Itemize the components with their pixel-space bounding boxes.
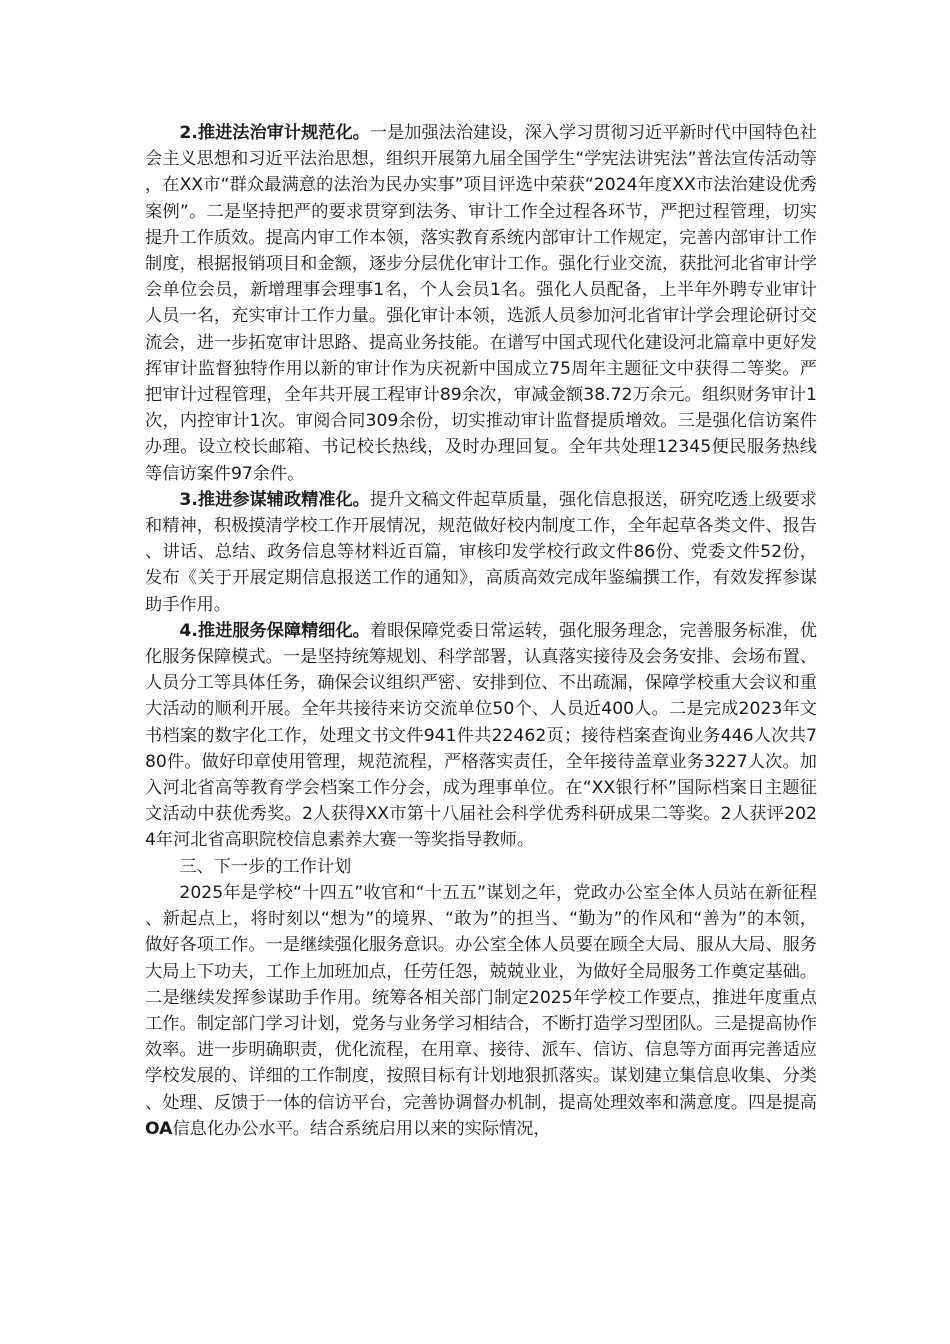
bold-term: OA [145, 1118, 173, 1139]
paragraph-text: 2025年是学校“十四五”收官和“十五五”谋划之年，党政办公室全体人员站在新征程、新起点上，将时刻以“想为”的境界、“敢为”的担当、“勤为”的作风和“善为”的本领，做好各项工作。一是继续强化服务意识。办公室全体人员要在顾全大局、服从大局、服务大局上下功夫，工作上加班加点，任劳任怨，兢兢业业，为做好全局服务工作奠定基础。二是继续发挥参谋助手作用。统筹各相关部门制定2025年学校工作要点，推进年度重点工作。制定部门学习计划，党务与业务学习相结合，不断打造学习型团队。三是提高协作效率。进一步明确职责，优化流程，在用章、接待、派车、信访、信息等方面再完善适应学校发展的、详细的工作制度，按照目标有计划地狠抓落实。谋划建立集信息收集、分类、处理、反馈于一体的信访平台，完善协调督办机制，提高处理效率和满意度。四是提高 [145, 882, 817, 1113]
paragraph-audit-standardization [145, 120, 817, 487]
paragraph-service-refinement [145, 618, 817, 854]
paragraph-lead: 3.推进参谋辅政精准化。 [179, 489, 370, 510]
paragraph-text: 提升文稿文件起草质量，强化信息报送，研究吃透上级要求和精神，积极摸清学校工作开展情况，规范做好校内制度工作，全年起草各类文件、报告、讲话、总结、政务信息等材料近百篇，审核印发学校行政文件86份、党委文件52份，发布《关于开展定期信息报送工作的通知》，高质高效完成年鉴编撰工作，有效发挥参谋助手作用。 [145, 489, 817, 615]
paragraph-text: 着眼保障党委日常运转，强化服务理念，完善服务标准，优化服务保障模式。一是坚持统筹规划、科学部署，认真落实接待及会务安排、会场布置、人员分工等具体任务，确保会议组织严密、安排到位、不出疏漏，保障学校重大会议和重大活动的顺利开展。全年共接待来访交流单位50个、人员近400人。二是完成2023年文书档案的数字化工作，处理文书文件941件共22462页；接待档案查询业务446人次共780件。做好印章使用管理，规范流程，严格落实责任，全年接待盖章业务3227人次。加入河北省高等教育学会档案工作分会，成为理事单位。在“XX银行杯”国际档案日主题征文活动中获优秀奖。2人获得XX市第十八届社会科学优秀科研成果二等奖。2人获评2024年河北省高职院校信息素养大赛一等奖指导教师。 [145, 620, 817, 851]
document-body [145, 120, 817, 1142]
paragraph-text-continued: 信息化办公水平。结合系统启用以来的实际情况， [172, 1118, 551, 1139]
paragraph-lead: 2.推进法治审计规范化。 [179, 123, 370, 143]
paragraph-advisory-precision [145, 487, 817, 618]
paragraph-work-plan [145, 880, 817, 1142]
paragraph-lead: 4.推进服务保障精细化。 [179, 620, 370, 641]
section-heading: 三、下一步的工作计划 [179, 856, 352, 877]
paragraph-text: 一是加强法治建设，深入学习贯彻习近平新时代中国特色社会主义思想和习近平法治思想，组织开展第九届全国学生“学宪法讲宪法”普法宣传活动等，在XX市“群众最满意的法治为民办实事”项目评选中荣获“2024年度XX市法治建设优秀案例”。二是坚持把严的要求贯穿到法务、审计工作全过程各环节，严把过程管理，切实提升工作质效。提高内审工作本领，落实教育系统内部审计工作规定，完善内部审计工作制度，根据报销项目和金额，逐步分层优化审计工作。强化行业交流，获批河北省审计学会单位会员，新增理事会理事1名，个人会员1名。强化人员配备，上半年外聘专业审计人员一名，充实审计工作力量。强化审计本领，选派人员参加河北省审计学会理论研讨交流会，进一步拓宽审计思路、提高业务技能。在谱写中国式现代化建设河北篇章中更好发挥审计监督独特作用以新的审计作为庆祝新中国成立75周年主题征文中获得二等奖。严把审计过程管理，全年共开展工程审计89余次，审减金额38.72万余元。组织财务审计1次，内控审计1次。审阅合同309余份，切实推动审计监督提质增效。三是强化信访案件办理。设立校长邮箱、书记校长热线，及时办理回复。全年共处理12345便民服务热线等信访案件97余件。 [145, 123, 817, 484]
